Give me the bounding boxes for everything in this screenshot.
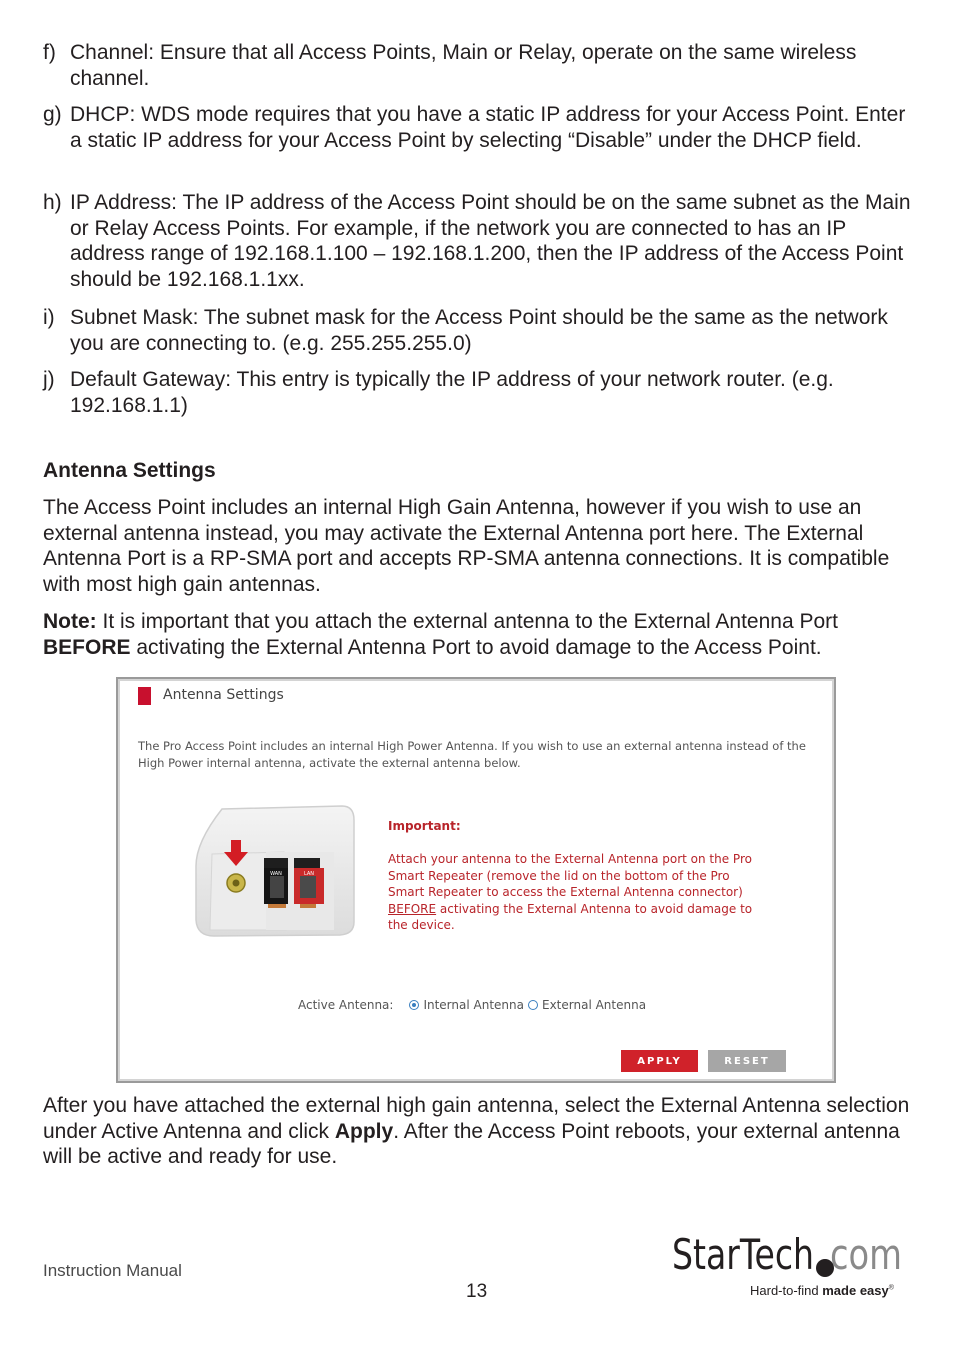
important-title: Important: — [388, 819, 461, 833]
note-before-emphasis: BEFORE — [43, 635, 131, 659]
section-heading: Antenna Settings — [43, 459, 216, 482]
active-antenna-row — [298, 998, 646, 1012]
list-item-ip-address — [43, 190, 913, 292]
tagline-text: Hard-to-find — [750, 1283, 823, 1298]
list-item-text: Default Gateway: This entry is typically the IP address of your network router. (e.g. 192.168.1.1) — [70, 368, 834, 417]
section-intro: The Access Point includes an internal High Gain Antenna, however if you wish to use an external antenna instead, you may activate the External Antenna port here. The External Antenna Port is a RP-SMA port and accepts RP-SMA antenna connections. It is compatible with most high gain antennas. — [43, 496, 890, 596]
apply-button[interactable]: APPLY — [621, 1050, 698, 1072]
note-text: It is important that you attach the external antenna to the External Antenna Port — [96, 610, 838, 633]
list-marker: i) — [43, 306, 55, 329]
logo-text-secondary: com — [830, 1230, 902, 1279]
list-item-channel — [43, 40, 913, 91]
list-item-default-gateway — [43, 367, 913, 418]
important-text — [388, 851, 768, 934]
list-item-text: IP Address: The IP address of the Access Point should be on the same subnet as the Main or Relay Access Points. For example, if the network you are connected to has an IP address range of 192.168.1.100 – 192.168.1.200, then the IP address of the Access Point should be 192.168.1.1xx. — [70, 191, 911, 291]
lan-port-label: LAN — [303, 871, 315, 877]
list-item-subnet-mask — [43, 305, 913, 356]
external-antenna-label: External Antenna — [541, 998, 647, 1012]
screenshot-description: The Pro Access Point includes an internal High Power Antenna. If you wish to use an external antenna instead of the High Power internal antenna, activate the external antenna below. — [138, 739, 806, 770]
apply-emphasis: Apply — [334, 1119, 394, 1143]
list-marker: h) — [43, 191, 62, 214]
list-marker: g) — [43, 103, 62, 126]
tagline-bold: made easy — [822, 1283, 889, 1298]
important-text-start: Attach your antenna to the External Antenna port on the Pro Smart Repeater (remove the lid on the bottom of the Pro Smart Repeater to access the External Antenna connector) — [388, 852, 752, 899]
wan-port-label: WAN — [270, 871, 282, 877]
screenshot-title: Antenna Settings — [163, 687, 284, 703]
internal-antenna-radio[interactable] — [409, 1000, 419, 1010]
after-text: After you have attached the external high gain antenna, select the External Antenna selection under Active Antenna and click — [43, 1094, 910, 1143]
after-paragraph — [43, 1093, 918, 1170]
list-item-text: DHCP: WDS mode requires that you have a static IP address for your Access Point. Enter a static IP address for your Access Point by selecting “Disable” under the DHCP field. — [70, 103, 906, 152]
note-label: Note: — [43, 610, 97, 633]
reset-button[interactable]: RESET — [708, 1050, 786, 1072]
device-illustration — [192, 804, 360, 939]
external-antenna-radio[interactable] — [528, 1000, 538, 1010]
note-text-end: activating the External Antenna Port to avoid damage to the Access Point. — [130, 635, 822, 659]
startech-logo — [670, 1226, 910, 1282]
footer-manual-label: Instruction Manual — [43, 1261, 182, 1280]
title-accent-bar — [138, 687, 151, 705]
note-paragraph — [43, 609, 918, 660]
list-item-dhcp — [43, 102, 913, 153]
tagline — [750, 1283, 894, 1298]
antenna-settings-screenshot — [116, 677, 836, 1083]
list-item-text: Channel: Ensure that all Access Points, Main or Relay, operate on the same wireless channel. — [70, 41, 857, 90]
page-number: 13 — [466, 1281, 488, 1302]
registered-mark: ® — [888, 1284, 894, 1292]
list-marker: f) — [43, 41, 56, 64]
logo-text-primary: StarTech — [672, 1230, 814, 1279]
after-text-end: . After the Access Point reboots, your external antenna will be active and ready for use. — [43, 1119, 900, 1168]
list-item-text: Subnet Mask: The subnet mask for the Access Point should be the same as the network you are connecting to. (e.g. 255.255.255.0) — [70, 306, 888, 355]
list-marker: j) — [43, 368, 55, 391]
important-before: BEFORE — [388, 901, 437, 916]
active-antenna-label: Active Antenna: — [298, 998, 394, 1012]
important-text-end: activating the External Antenna to avoid damage to the device. — [388, 901, 753, 932]
internal-antenna-label: Internal Antenna — [423, 998, 524, 1012]
